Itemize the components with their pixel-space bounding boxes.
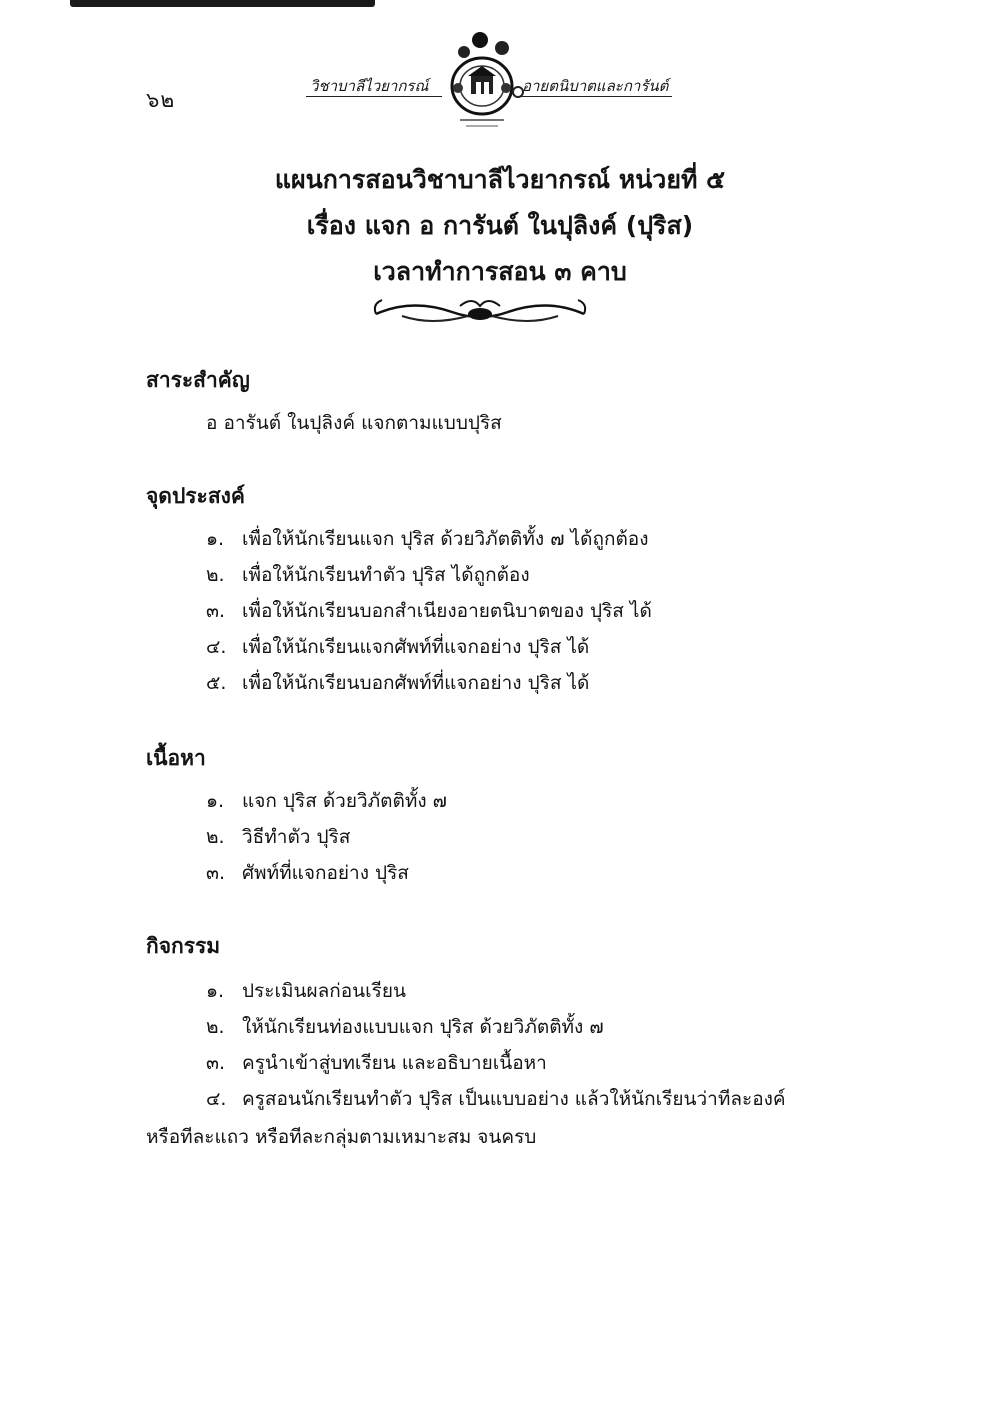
item-number: ๕. (206, 672, 227, 694)
objective-item (206, 560, 530, 590)
activity-continuation: หรือทีละแถว หรือทีละกลุ่มตามเหมาะสม จนครบ (146, 1126, 537, 1148)
heading-content: เนื้อหา (146, 746, 206, 770)
running-header-left: วิชาบาลีไวยากรณ์ (310, 77, 429, 95)
header-underline-left (306, 96, 442, 97)
item-number: ๓. (206, 600, 226, 622)
item-text: วิธีทำตัว ปุริส (242, 826, 351, 848)
item-text: ประเมินผลก่อนเรียน (242, 980, 406, 1002)
item-number: ๑. (206, 790, 225, 812)
content-item (206, 786, 447, 816)
item-number: ๔. (206, 1088, 227, 1110)
activity-item (206, 1048, 547, 1078)
document-duration: เวลาทำการสอน ๓ คาบ (373, 257, 627, 286)
emblem-seal-icon (440, 30, 524, 134)
item-text: เพื่อให้นักเรียนบอกสำเนียงอายตนิบาตของ ปุริส ได้ (242, 600, 652, 622)
activity-item (206, 1012, 604, 1042)
heading-essence: สาระสำคัญ (146, 368, 250, 392)
objective-item (206, 632, 589, 662)
activity-item (206, 1084, 786, 1114)
content-item (206, 858, 409, 888)
item-text: เพื่อให้นักเรียนทำตัว ปุริส ได้ถูกต้อง (242, 564, 530, 586)
essence-text: อ อารันต์ ในปุลิงค์ แจกตามแบบปุริส (206, 412, 502, 434)
objective-item (206, 596, 652, 626)
item-number: ๓. (206, 1052, 226, 1074)
document-subject: เรื่อง แจก อ การันต์ ในปุลิงค์ (ปุริส) (306, 211, 694, 240)
top-scan-bar (70, 0, 375, 7)
item-number: ๓. (206, 862, 226, 884)
document-title: แผนการสอนวิชาบาลีไวยากรณ์ หน่วยที่ ๕ (274, 165, 726, 194)
item-text: แจก ปุริส ด้วยวิภัตติทั้ง ๗ (242, 790, 447, 812)
ornament-divider-icon (372, 292, 588, 328)
content-item (206, 822, 350, 852)
heading-activities: กิจกรรม (146, 934, 221, 958)
heading-objectives: จุดประสงค์ (146, 484, 245, 508)
item-text: เพื่อให้นักเรียนแจก ปุริส ด้วยวิภัตติทั้ง ๗ ได้ถูกต้อง (242, 528, 649, 550)
item-text: ครูสอนนักเรียนทำตัว ปุริส เป็นแบบอย่าง แล้วให้นักเรียนว่าทีละองค์ (242, 1088, 786, 1110)
activity-item (206, 976, 406, 1006)
item-text: ศัพท์ที่แจกอย่าง ปุริส (242, 862, 409, 884)
running-header-right: อายตนิบาตและการันต์ (522, 77, 669, 95)
header-underline-right (520, 96, 672, 97)
item-number: ๒. (206, 564, 225, 586)
item-number: ๑. (206, 528, 225, 550)
item-number: ๑. (206, 980, 225, 1002)
item-text: เพื่อให้นักเรียนบอกศัพท์ที่แจกอย่าง ปุริส ได้ (242, 672, 590, 694)
item-number: ๒. (206, 1016, 225, 1038)
item-number: ๔. (206, 636, 227, 658)
item-text: ครูนำเข้าสู่บทเรียน และอธิบายเนื้อหา (242, 1052, 547, 1074)
item-number: ๒. (206, 826, 225, 848)
item-text: ให้นักเรียนท่องแบบแจก ปุริส ด้วยวิภัตติทั้ง ๗ (242, 1016, 604, 1038)
objective-item (206, 524, 648, 554)
item-text: เพื่อให้นักเรียนแจกศัพท์ที่แจกอย่าง ปุริส ได้ (242, 636, 590, 658)
objective-item (206, 668, 589, 698)
page-number: ๖๒ (146, 88, 176, 112)
